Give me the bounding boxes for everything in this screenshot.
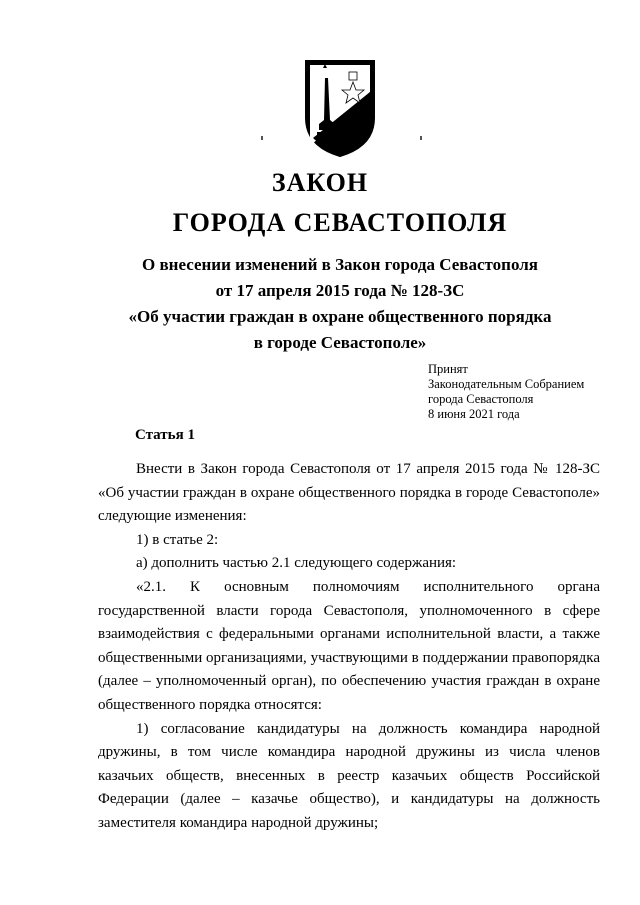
sevastopol-coat-of-arms-icon	[303, 58, 377, 158]
document-title: ЗАКОН	[271, 168, 369, 197]
scan-artifact	[261, 136, 263, 140]
adoption-block	[428, 362, 584, 422]
paragraph: 1) согласование кандидатуры на должность командира народной дружины, в том числе командира народной дружины из числа членов казачьих обществ, внесенных в реестр казачьих обществ Российской Федерации (далее – казачье общество), и кандидатуры на должность заместителя командира народной дружины;	[98, 720, 600, 831]
scan-artifact	[420, 136, 422, 140]
paragraph: Внести в Закон города Севастополя от 17 апреля 2015 года № 128-ЗС «Об участии граждан в охране общественного порядка в городе Севастополе» следующие изменения:	[98, 461, 600, 525]
adoption-date: 8 июня 2021 года	[428, 407, 520, 421]
law-name-line: в городе Севастополе»	[253, 333, 427, 352]
law-name	[110, 252, 570, 356]
law-name-line: от 17 апреля 2015 года № 128-ЗС	[215, 281, 465, 300]
adoption-line: Принят	[428, 362, 468, 376]
article-heading: Статья 1	[135, 427, 195, 443]
paragraph: а) дополнить частью 2.1 следующего содержания:	[136, 555, 457, 572]
law-name-line: О внесении изменений в Закон города Севастополя	[142, 255, 538, 274]
document-issuer: ГОРОДА СЕВАСТОПОЛЯ	[172, 208, 508, 237]
adoption-line: города Севастополя	[428, 392, 534, 406]
law-name-line: «Об участии граждан в охране общественного порядка	[128, 307, 552, 326]
paragraph: «2.1. К основным полномочиям исполнительного органа государственной власти города Севастополя, уполномоченного в сфере взаимодействия с федеральными органами исполнительной власти, а также общественными организациями, участвующими в поддержании правопорядка (далее – уполномоченный орган), по обеспечению участия граждан в охране общественного порядка относятся:	[98, 578, 600, 713]
paragraph: 1) в статье 2:	[136, 531, 219, 548]
article-body	[98, 458, 600, 836]
adoption-line: Законодательным Собранием	[428, 377, 585, 391]
